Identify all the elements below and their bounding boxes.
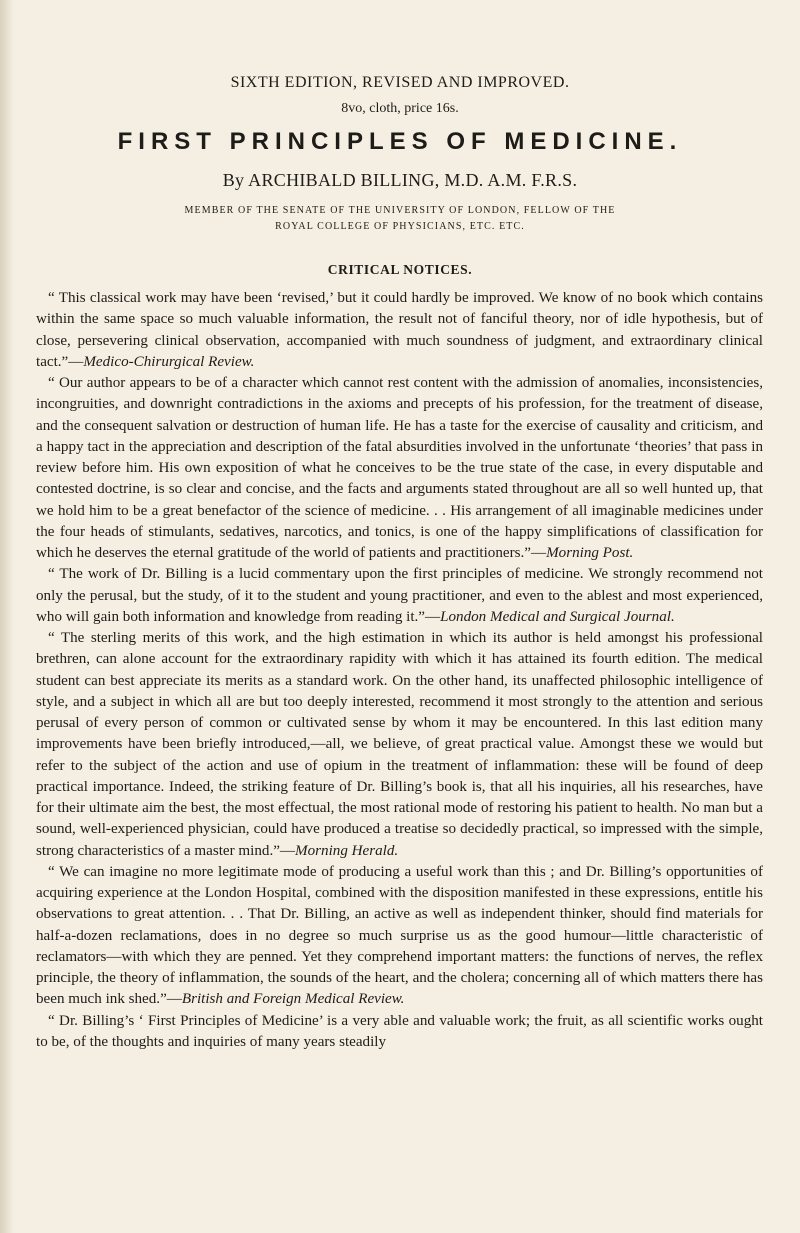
- book-title: FIRST PRINCIPLES OF MEDICINE.: [117, 128, 683, 155]
- author-line: By ARCHIBALD BILLING, M.D. A.M. F.R.S.: [222, 170, 578, 190]
- notice-paragraph: [36, 862, 763, 1011]
- notice-source: Medico-Chirurgical Review.: [83, 353, 255, 370]
- notice-text: “ This classical work may have been ‘revised,’ but it could hardly be improved. We know of no book which contains within the same space so much valuable information, the result not of fanciful theory, nor of idle hypothesis, but of close, persevering clinical observation, accompanied with much soundness of judgment, and extraordinary clinical tact.”—: [36, 290, 763, 370]
- notice-source: Morning Herald.: [295, 842, 399, 859]
- notice-text: “ We can imagine no more legitimate mode of producing a useful work than this ; and Dr. Billing’s opportunities of acquiring experience at the London Hospital, combined with the disposition manifested in these expressions, entitle his observations to great attention. . . That Dr. Billing, an active as well as independent thinker, should find materials for half-a-dozen reclamations, does in no degree so much surprise us as the good humour—little characteristic of reclamators—with which they are penned. Yet they comprehend important matters: the functions of nerves, the reflex principle, the theory of inflammation, the sounds of the heart, and the cholera; concerning all of which matters there has been much ink shed.”—: [36, 863, 763, 1008]
- notice-source: Morning Post.: [546, 545, 634, 561]
- notice-paragraph: [36, 288, 763, 373]
- notice-text: “ The sterling merits of this work, and the high estimation in which its author is held amongst his professional brethren, can alone account for the extraordinary rapidity with which it has attained its fourth edition. The medical student can best appreciate its merits as a standard work. On the other hand, its unaffected philosophic intelligence of style, and a subject in which all are but too deeply interested, recommend it most strongly to the attention and serious perusal of every person of common or cultivated sense by whom it may be encountered. In this last edition many improvements have been briefly introduced,—all, we believe, of great practical value. Amongst these we would but refer to the subject of the action and use of opium in the treatment of inflammation: these will be found of deep practical importance. Indeed, the striking feature of Dr. Billing’s book is, that all his inquiries, all his researches, have for their ultimate aim the best, the most effectual, the most rational mode of restoring his patient to health. No man but a sound, well-experienced physician, could have produced a treatise so decidedly practical, so impressed with the simple, strong characteristics of a master mind.”—: [36, 630, 763, 859]
- author-affiliation-line-1: MEMBER OF THE SENATE OF THE UNIVERSITY OF LONDON, FELLOW OF THE: [184, 205, 616, 216]
- notice-paragraph: [36, 1011, 763, 1054]
- critical-notices-heading: CRITICAL NOTICES.: [327, 262, 473, 277]
- critical-notices-body: [36, 288, 763, 1053]
- format-price-line: 8vo, cloth, price 16s.: [341, 101, 459, 116]
- author-affiliation-line-2: ROYAL COLLEGE OF PHYSICIANS, ETC. ETC.: [275, 221, 525, 232]
- notice-text: “ Our author appears to be of a character which cannot rest content with the admission of anomalies, inconsistencies, incongruities, and downright contradictions in the axioms and precepts of his profession, for the treatment of disease, and the consequent salvation or destruction of human life. He has a taste for the exercise of causality and criticism, and a happy tact in the appreciation and description of the fatal absurdities involved in the unfortunate ‘theories’ that pass in review before him. His own exposition of what he conceives to be the true state of the case, in every disputable and contested doctrine, is so clear and concise, and the facts and arguments stated throughout are all so well hunted up, that we hold him to be a great benefactor of the science of medicine. . . His arrangement of all imaginable medicines under the four heads of stimulants, sedatives, narcotics, and tonics, is one of the happy simplifications of classification for which he deserves the eternal gratitude of the world of patients and practitioners.”—: [36, 375, 763, 561]
- notice-paragraph: [36, 564, 763, 628]
- notice-text: “ Dr. Billing’s ‘ First Principles of Medicine’ is a very able and valuable work; the fruit, as all scientific works ought to be, of the thoughts and inquiries of many years steadily: [36, 1012, 763, 1050]
- notice-source: London Medical and Surgical Journal.: [440, 608, 675, 625]
- notice-text: “ The work of Dr. Billing is a lucid commentary upon the first principles of medicine. We strongly recommend not only the perusal, but the study, of it to the student and young practitioner, and even to the ablest and most experienced, who will gain both information and knowledge from reading it.”—: [36, 566, 763, 625]
- edition-line: SIXTH EDITION, REVISED AND IMPROVED.: [230, 74, 570, 91]
- notice-source: British and Foreign Medical Review.: [181, 991, 405, 1008]
- notice-paragraph: [36, 373, 763, 564]
- notice-paragraph: [36, 628, 763, 862]
